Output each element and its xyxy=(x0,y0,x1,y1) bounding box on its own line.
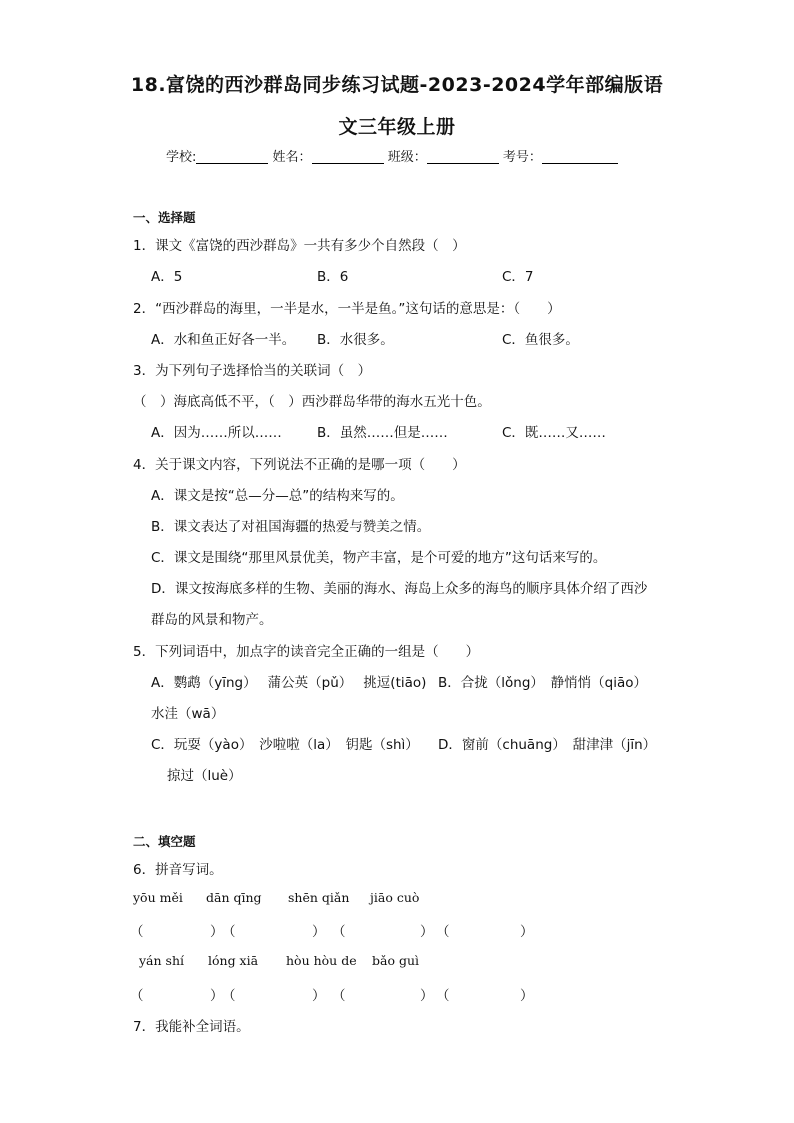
exam-no-label: 考号： xyxy=(502,150,542,165)
section-heading-fill-blank: 二、填空题 xyxy=(133,834,196,849)
answer-close-paren: ） xyxy=(520,924,534,940)
school-label: 学校: xyxy=(166,150,197,165)
student-info-row xyxy=(166,146,618,165)
question-2-stem: 2．“西沙群岛的海里，一半是水，一半是鱼。”这句话的意思是：（ ） xyxy=(133,301,561,317)
answer-close-paren: ） xyxy=(420,924,434,940)
answer-open-paren: （ xyxy=(436,988,450,1004)
q4-option-a[interactable]: A．课文是按“总—分—总”的结构来写的。 xyxy=(151,488,404,504)
name-label: 姓名： xyxy=(272,150,312,165)
answer-open-paren: （ xyxy=(436,924,450,940)
q1-option-c[interactable]: C．7 xyxy=(502,269,534,285)
q3-option-b[interactable]: B．虽然……但是…… xyxy=(317,425,448,441)
q5-option-c[interactable]: C．玩耍（yào） 沙啦啦（la） 钥匙（shì） xyxy=(151,737,419,753)
answer-close-paren: ） xyxy=(520,988,534,1004)
q2-option-a[interactable]: A．水和鱼正好各一半。 xyxy=(151,332,296,348)
q1-option-a[interactable]: A．5 xyxy=(151,269,183,285)
q4-option-c[interactable]: C．课文是围绕“那里风景优美，物产丰富，是个可爱的地方”这句话来写的。 xyxy=(151,550,607,566)
q1-option-b[interactable]: B．6 xyxy=(317,269,349,285)
school-blank[interactable] xyxy=(196,149,268,164)
class-blank[interactable] xyxy=(427,149,499,164)
question-3-sentence: （ ）海底高低不平，（ ）西沙群岛华带的海水五光十色。 xyxy=(133,394,491,410)
pinyin-row2-3: hòu hòu de xyxy=(286,953,357,968)
question-7-stem: 7．我能补全词语。 xyxy=(133,1019,250,1035)
title-line-1: 18.富饶的西沙群岛同步练习试题-2023-2024学年部编版语 xyxy=(130,74,664,96)
question-1-stem: 1．课文《富饶的西沙群岛》一共有多少个自然段（ ） xyxy=(133,238,466,254)
q5-option-d-continued: 掠过（luè） xyxy=(167,768,242,784)
question-4-stem: 4．关于课文内容，下列说法不正确的是哪一项（ ） xyxy=(133,457,466,473)
answer-open-paren: （ xyxy=(222,924,236,940)
answer-open-paren: （ xyxy=(222,988,236,1004)
q4-option-d-continued: 群岛的风景和物产。 xyxy=(151,612,273,628)
answer-close-paren: ） xyxy=(420,988,434,1004)
q2-option-b[interactable]: B．水很多。 xyxy=(317,332,394,348)
q2-option-c[interactable]: C．鱼很多。 xyxy=(502,332,579,348)
title-line-2: 文三年级上册 xyxy=(338,116,456,138)
q5-option-d[interactable]: D．窗前（chuāng） 甜津津（jīn） xyxy=(438,737,657,753)
answer-open-paren: （ xyxy=(332,988,346,1004)
question-5-stem: 5．下列词语中，加点字的读音完全正确的一组是（ ） xyxy=(133,644,480,660)
q5-option-a[interactable]: A．鹦鹉（yīng） 蒲公英（pǔ） 挑逗(tiāo) xyxy=(151,675,427,691)
pinyin-row2-1: yán shí xyxy=(139,953,185,968)
pinyin-row1-3: shēn qiǎn xyxy=(288,890,350,905)
answer-close-paren: ） xyxy=(312,988,326,1004)
exam-no-blank[interactable] xyxy=(542,149,618,164)
pinyin-row1-4: jiāo cuò xyxy=(370,890,420,905)
pinyin-row2-2: lóng xiā xyxy=(208,953,259,968)
pinyin-row2-4: bǎo guì xyxy=(372,953,420,968)
section-heading-choice: 一、选择题 xyxy=(133,210,196,225)
question-3-stem: 3．为下列句子选择恰当的关联词（ ） xyxy=(133,363,372,379)
q5-option-b-continued: 水洼（wā） xyxy=(151,706,225,722)
q5-option-b[interactable]: B．合拢（lǒng） 静悄悄（qiāo） xyxy=(438,675,647,691)
answer-close-paren: ） xyxy=(312,924,326,940)
q3-option-c[interactable]: C．既……又…… xyxy=(502,425,606,441)
q3-option-a[interactable]: A．因为……所以…… xyxy=(151,425,282,441)
answer-open-paren: （ xyxy=(130,924,144,940)
q4-option-b[interactable]: B．课文表达了对祖国海疆的热爱与赞美之情。 xyxy=(151,519,431,535)
answer-close-paren: ） xyxy=(210,924,224,940)
pinyin-row1-2: dān qīng xyxy=(206,890,262,905)
pinyin-row1-1: yōu měi xyxy=(133,890,183,905)
answer-close-paren: ） xyxy=(210,988,224,1004)
class-label: 班级： xyxy=(387,150,427,165)
q4-option-d[interactable]: D．课文按海底多样的生物、美丽的海水、海岛上众多的海鸟的顺序具体介绍了西沙 xyxy=(151,581,648,597)
name-blank[interactable] xyxy=(312,149,384,164)
answer-open-paren: （ xyxy=(332,924,346,940)
answer-open-paren: （ xyxy=(130,988,144,1004)
question-6-stem: 6．拼音写词。 xyxy=(133,862,223,878)
